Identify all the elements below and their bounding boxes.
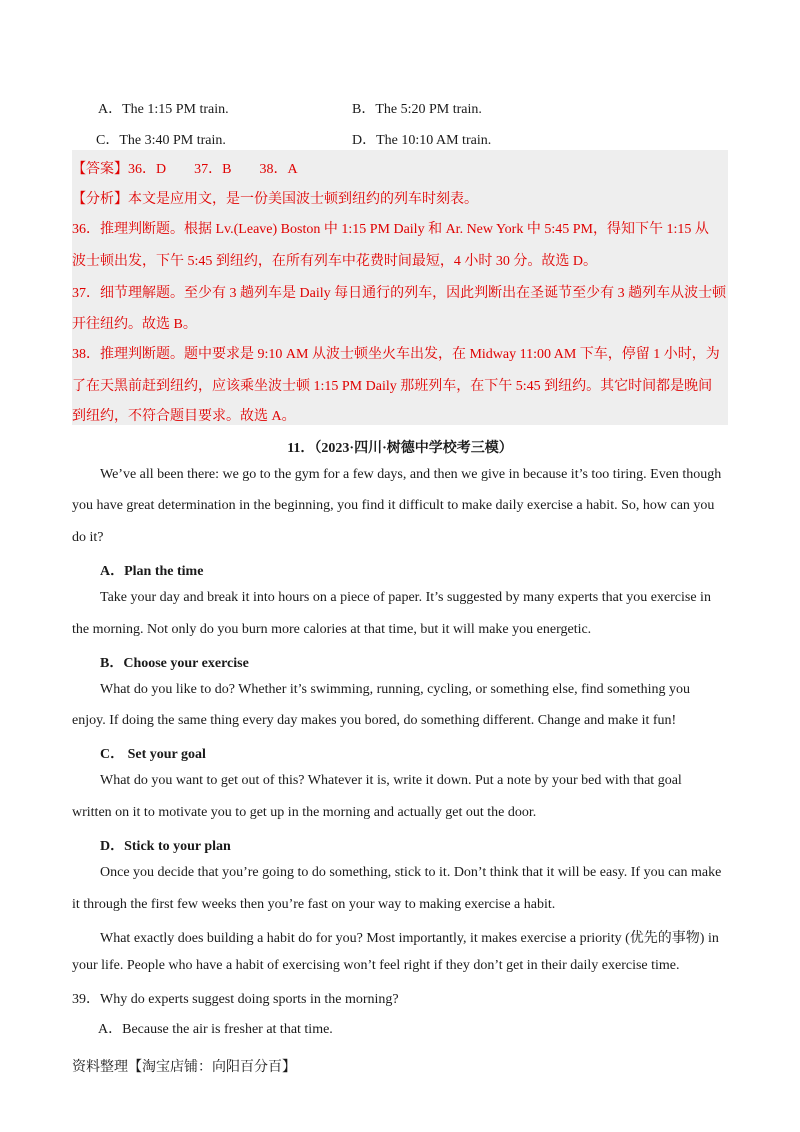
option-d: D．The 10:10 AM train. <box>352 133 492 148</box>
intro-line-2: you have great determination in the beginning, you find it difficult to make daily exercise a habit. So, how can you <box>72 498 715 513</box>
question-39-stem: 39．Why do experts suggest doing sports in the morning? <box>72 992 399 1007</box>
section-b-heading: B．Choose your exercise <box>100 656 249 671</box>
passage-title: 11．（2023·四川·树德中学校考三模） <box>287 441 513 456</box>
section-c-line-1: What do you want to get out of this? Whatever it is, write it down. Put a note by your bed with that goal <box>100 773 682 788</box>
intro-line-1: We’ve all been there: we go to the gym for a few days, and then we give in because it’s too tiring. Even though <box>100 467 722 482</box>
footer-source: 资料整理【淘宝店铺：向阳百分百】 <box>72 1059 296 1075</box>
analysis-q38-line2: 了在天黑前赶到纽约，应该乘坐波士顿 1:15 PM Daily 那班列车，在下午 5:45 到纽约。其它时间都是晚间 <box>72 379 713 394</box>
analysis-q36-line1: 36．推理判断题。根据 Lv.(Leave) Boston 中 1:15 PM Daily 和 Ar. New York 中 5:45 PM，得知下午 1:15 从 <box>72 222 709 237</box>
analysis-summary: 【分析】本文是应用文，是一份美国波士顿到纽约的列车时刻表。 <box>72 192 478 207</box>
option-row-1 <box>0 98 800 118</box>
analysis-q36-line2: 波士顿出发，下午 5:45 到纽约，在所有列车中花费时间最短，4 小时 30 分。故选 D。 <box>72 254 597 269</box>
section-a-line-2: the morning. Not only do you burn more calories at that time, but it will make you energetic. <box>72 622 592 637</box>
section-c-heading: C． Set your goal <box>100 747 206 762</box>
section-d-line-1: Once you decide that you’re going to do something, stick to it. Don’t think that it will be easy. If you can make <box>100 865 722 880</box>
analysis-q37-line2: 开往纽约。故选 B。 <box>72 317 197 332</box>
closing-line-1: What exactly does building a habit do for you? Most importantly, it makes exercise a priority (优先的事物) in <box>100 931 719 946</box>
section-a-heading: A．Plan the time <box>100 564 204 579</box>
section-d-line-2: it through the first few weeks then you’re fast on your way to making exercise a habit. <box>72 897 556 912</box>
analysis-q37-line1: 37．细节理解题。至少有 3 趟列车是 Daily 每日通行的列车，因此判断出在圣诞节至少有 3 趟列车从波士顿 <box>72 286 727 301</box>
option-c: C．The 3:40 PM train. <box>96 133 226 148</box>
intro-line-3: do it? <box>72 530 104 545</box>
section-d-heading: D．Stick to your plan <box>100 839 231 854</box>
closing-line-2: your life. People who have a habit of exercising won’t feel right if they don’t get in their daily exercise time. <box>72 958 680 973</box>
analysis-q38-line1: 38．推理判断题。题中要求是 9:10 AM 从波士顿坐火车出发，在 Midway 11:00 AM 下车，停留 1 小时，为 <box>72 347 720 362</box>
section-c-line-2: written on it to motivate you to get up in the morning and actually get out the door. <box>72 805 537 820</box>
option-b: B．The 5:20 PM train. <box>352 102 482 117</box>
section-b-line-1: What do you like to do? Whether it’s swimming, running, cycling, or something else, find something you <box>100 682 690 697</box>
question-39-option-a: A．Because the air is fresher at that time. <box>98 1022 333 1037</box>
section-b-line-2: enjoy. If doing the same thing every day makes you bored, do something different. Change and make it fun! <box>72 713 677 728</box>
analysis-q38-line3: 到纽约，不符合题目要求。故选 A。 <box>72 409 296 424</box>
section-a-line-1: Take your day and break it into hours on a piece of paper. It’s suggested by many experts that you exercise in <box>100 590 711 605</box>
option-row-2 <box>0 129 800 149</box>
option-a: A．The 1:15 PM train. <box>98 102 229 117</box>
answer-key: 【答案】36．D 37．B 38．A <box>72 162 298 177</box>
